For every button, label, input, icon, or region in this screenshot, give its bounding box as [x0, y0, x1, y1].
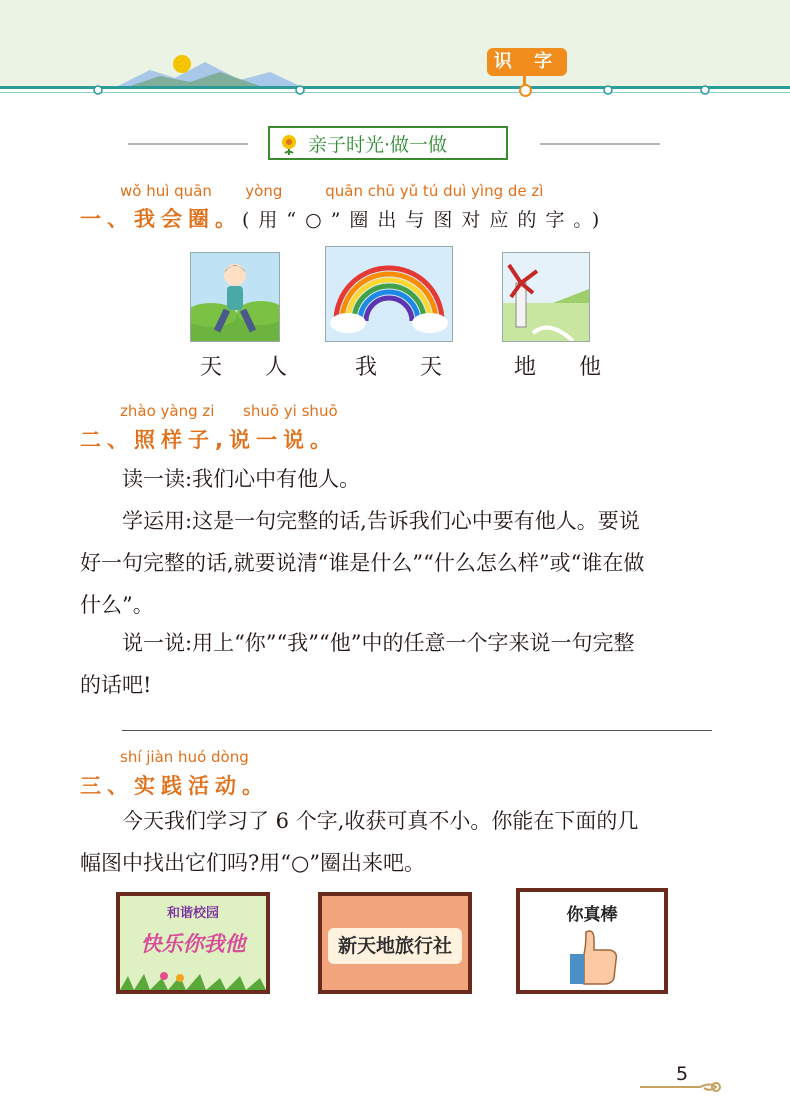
q3-paragraph: [80, 800, 720, 884]
rainbow-picture: [325, 246, 453, 342]
q1-item-1-chars[interactable]: 天 人: [200, 355, 305, 380]
q2-title: 二、照样子,说一说。: [80, 428, 337, 452]
q3-title: 三、实践活动。: [80, 774, 269, 798]
sign-campus-top[interactable]: 和谐校园: [166, 906, 219, 921]
q2-say-line-2: 的话吧!: [80, 673, 152, 697]
q1-item-2-chars[interactable]: 我 天: [355, 355, 460, 380]
sign-thumb: [516, 888, 668, 994]
q2-say-paragraph: [80, 622, 720, 706]
section-title-right-rule: [540, 143, 660, 145]
q2-learn-line-2: 好一句完整的话,就要说清“谁是什么”“什么怎么样”或“谁在做: [80, 551, 645, 575]
sign-travel-main[interactable]: 新天地旅行社: [328, 928, 462, 964]
windmill-picture: [502, 252, 590, 342]
sign-thumb-main[interactable]: 你真棒: [566, 905, 618, 925]
q2-learn-paragraph: [80, 500, 720, 626]
windmill-icon: [503, 253, 589, 341]
q2-read-line: 读一读:我们心中有他人。: [122, 467, 361, 491]
section-title-left-rule: [128, 143, 248, 145]
sign-campus: [116, 892, 270, 994]
q2-say-line-1: 说一说:用上“你”“我”“他”中的任意一个字来说一句完整: [122, 631, 635, 655]
thumbs-up-icon: [564, 926, 624, 988]
rainbow-icon: [326, 247, 452, 341]
q3-line-1: 今天我们学习了 6 个字,收获可真不小。你能在下面的几: [122, 809, 639, 833]
q1-pinyin: wǒ huì quān yòng quān chū yǔ tú duì yìng de zì: [120, 182, 544, 200]
header-band: [0, 0, 790, 88]
q3-pinyin: shí jiàn huó dòng: [120, 748, 249, 766]
q3-line-2: 幅图中找出它们吗?用“○”圈出来吧。: [80, 851, 426, 875]
q1-title: 一、我会圈。: [80, 207, 242, 231]
sign-travel: [318, 892, 472, 994]
mountain-sun-icon: [0, 0, 790, 88]
unit-tab-dot: [519, 84, 532, 97]
section-title-text: 亲子时光·做一做: [308, 134, 448, 156]
flower-icon: [276, 132, 302, 156]
q1-item-3-chars[interactable]: 地 他: [514, 355, 619, 380]
page-number: 5: [676, 1063, 689, 1085]
unit-tab: 识 字: [487, 48, 567, 76]
q1-instruction: (用“○”圈出与图对应的字。): [242, 209, 609, 231]
section-title: [268, 126, 508, 160]
q2-pinyin: zhào yàng zi shuō yi shuō: [120, 402, 338, 420]
page-swirl-icon: [640, 1080, 760, 1094]
q2-learn-line-1: 学运用:这是一句完整的话,告诉我们心中要有他人。要说: [122, 509, 640, 533]
q2-learn-line-3: 什么”。: [80, 593, 154, 617]
sign-campus-main[interactable]: 快乐你我他: [140, 932, 246, 956]
boy-picture: [190, 252, 280, 342]
header-dots: [0, 82, 790, 98]
boy-icon: [191, 253, 279, 341]
q1-heading: [80, 203, 608, 233]
flower-grass-icon: [120, 966, 266, 990]
answer-line[interactable]: [122, 730, 712, 731]
